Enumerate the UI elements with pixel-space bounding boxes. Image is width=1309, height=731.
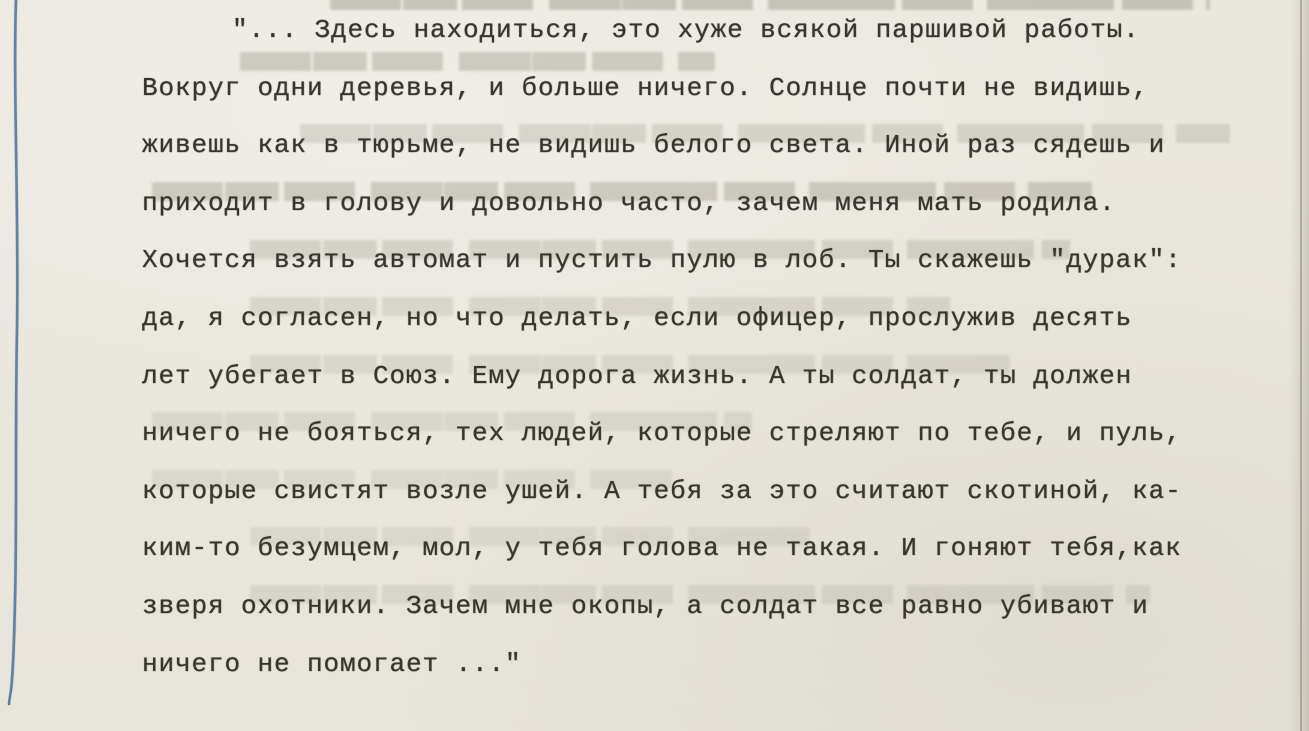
- text-line: которые свистят возле ушей. А тебя за это считают скотиной, ка-: [142, 475, 1182, 506]
- text-line: лет убегает в Союз. Ему дорога жизнь. А ты солдат, ты должен: [142, 360, 1133, 391]
- text-line: живешь как в тюрьме, не видишь белого света. Иной раз сядешь и: [142, 130, 1166, 161]
- document-text: [142, 2, 1307, 693]
- page-edge-shadow: [1289, 0, 1309, 731]
- text-line: приходит в голову и довольно часто, зачем меня мать родила.: [142, 187, 1116, 218]
- text-line: ничего не помогает ...": [142, 648, 522, 679]
- blue-margin-line: [0, 0, 40, 731]
- text-line: зверя охотники. Зачем мне окопы, а солдат все равно убивают и: [142, 590, 1149, 621]
- text-line: да, я согласен, но что делать, если офицер, прослужив десять: [142, 302, 1133, 333]
- text-line: ничего не бояться, тех людей, которые стреляют по тебе, и пуль,: [142, 418, 1182, 449]
- page-edge-line: [1300, 0, 1302, 731]
- text-line: ким-то безумцем, мол, у тебя голова не такая. И гоняют тебя,как: [142, 533, 1182, 564]
- text-line: Хочется взять автомат и пустить пулю в лоб. Ты скажешь "дурак":: [142, 245, 1182, 276]
- text-line: "... Здесь находиться, это хуже всякой паршивой работы.: [232, 15, 1140, 45]
- text-line: Вокруг одни деревья, и больше ничего. Солнце почти не видишь,: [142, 72, 1149, 103]
